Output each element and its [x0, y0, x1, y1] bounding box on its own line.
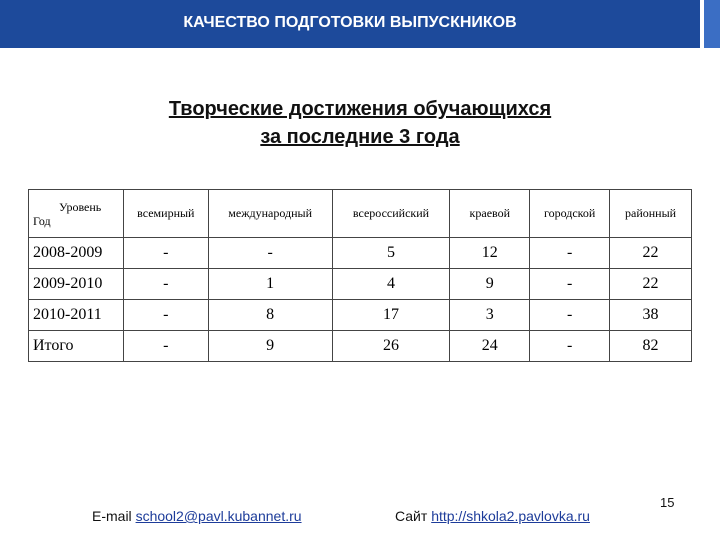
slide-header	[0, 0, 720, 48]
row-year: 2009-2010	[29, 269, 124, 300]
table-cell: 3	[450, 300, 530, 331]
row-total-label: Итого	[29, 331, 124, 362]
row-year: 2008-2009	[29, 238, 124, 269]
corner-header-cell	[29, 190, 124, 238]
email-label: E-mail	[92, 508, 136, 524]
achievements-table	[28, 189, 692, 362]
table-cell: -	[123, 269, 208, 300]
table-cell: -	[530, 300, 610, 331]
table-cell: -	[530, 238, 610, 269]
column-header: всероссийский	[332, 190, 450, 238]
table-cell: 4	[332, 269, 450, 300]
table-cell: -	[208, 238, 332, 269]
table-cell: 12	[450, 238, 530, 269]
corner-level-label: Уровень	[59, 199, 102, 214]
table-cell: 1	[208, 269, 332, 300]
email-link[interactable]: school2@pavl.kubannet.ru	[135, 508, 302, 524]
table-row	[29, 300, 692, 331]
column-header: краевой	[450, 190, 530, 238]
table-header-row	[29, 190, 692, 238]
corner-year-label: Год	[33, 213, 51, 228]
table-row	[29, 238, 692, 269]
table-cell: -	[123, 331, 208, 362]
column-header: городской	[530, 190, 610, 238]
slide-title: КАЧЕСТВО ПОДГОТОВКИ ВЫПУСКНИКОВ	[183, 14, 517, 31]
column-header: всемирный	[123, 190, 208, 238]
table-cell: 82	[610, 331, 692, 362]
table-cell: 24	[450, 331, 530, 362]
site-label: Сайт	[395, 508, 432, 524]
footer-email	[92, 508, 302, 524]
header-accent	[704, 0, 720, 48]
section-heading-line-1: Творческие достижения обучающихся	[168, 98, 552, 120]
section-heading-line-2: за последние 3 года	[260, 126, 460, 148]
column-header: районный	[610, 190, 692, 238]
table-row	[29, 269, 692, 300]
page-number: 15	[660, 495, 675, 510]
table-cell: -	[123, 300, 208, 331]
table-cell: 22	[610, 238, 692, 269]
table-cell: -	[530, 331, 610, 362]
table-cell: -	[123, 238, 208, 269]
table-cell: 38	[610, 300, 692, 331]
table-cell: 9	[208, 331, 332, 362]
footer-site	[395, 508, 590, 524]
site-link[interactable]: http://shkola2.pavlovka.ru	[431, 508, 590, 524]
table-cell: 9	[450, 269, 530, 300]
table-total-row	[29, 331, 692, 362]
section-heading	[100, 95, 620, 151]
table-cell: 8	[208, 300, 332, 331]
table-cell: 17	[332, 300, 450, 331]
column-header: международный	[208, 190, 332, 238]
table-cell: 26	[332, 331, 450, 362]
table-cell: 5	[332, 238, 450, 269]
table-cell: 22	[610, 269, 692, 300]
row-year: 2010-2011	[29, 300, 124, 331]
table-cell: -	[530, 269, 610, 300]
